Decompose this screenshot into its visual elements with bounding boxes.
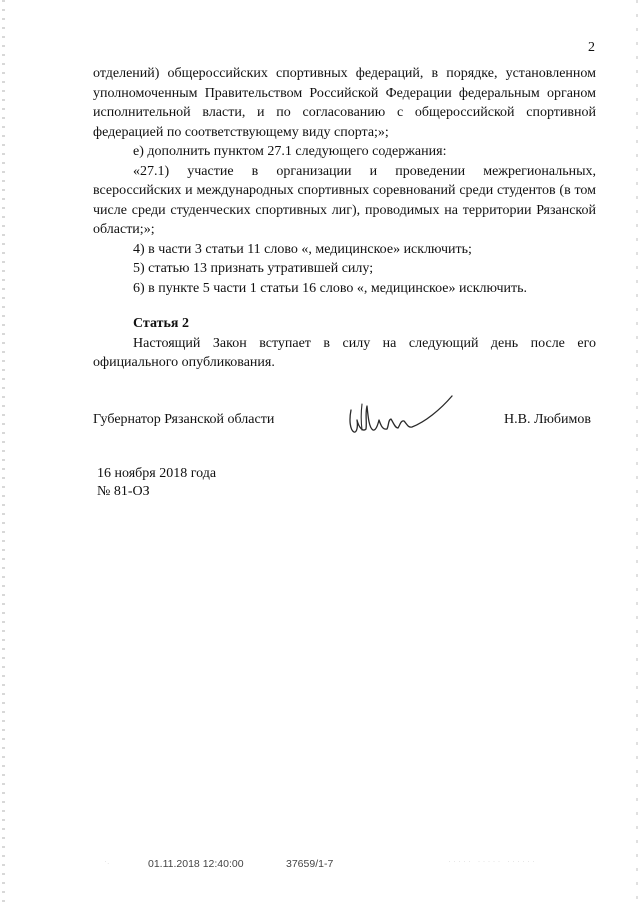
scan-noise-right: ····· ····· ······ xyxy=(448,856,537,866)
paragraph-item-27-1: «27.1) участие в организации и проведении межрегиональных, всероссийских и международных спортивных соревнований среди студентов (в том числе среди студенческих спортивных лиг), проводимых на территории Рязанской области;»; xyxy=(93,163,596,237)
law-number: № 81-ОЗ xyxy=(97,484,150,499)
law-date: 16 ноября 2018 года xyxy=(97,466,217,481)
paragraph-item-4: 4) в части 3 статьи 11 слово «, медицинское» исключить; xyxy=(133,241,472,257)
page-number: 2 xyxy=(588,40,595,55)
paragraph-continuation: отделений) общероссийских спортивных федераций, в порядке, установленном уполномоченным Правительством Российской Федерации федеральным органом исполнительной власти, и по согласованию с общероссийской спортивной федерацией по соответствующему виду спорта;»; xyxy=(93,66,596,140)
scan-edge-left xyxy=(2,0,5,905)
handwritten-signature xyxy=(345,392,457,438)
paragraph-item-6: 6) в пункте 5 части 1 статьи 16 слово «, медицинское» исключить. xyxy=(133,280,527,296)
signatory-name: Н.В. Любимов xyxy=(504,412,591,427)
article-2-heading: Статья 2 xyxy=(133,316,189,331)
article-2-text: Настоящий Закон вступает в силу на следующий день после его официального опубликования. xyxy=(93,335,596,370)
paragraph-item-5: 5) статью 13 признать утратившей силу; xyxy=(133,261,374,276)
scan-noise: ·. xyxy=(104,856,110,866)
footer-timestamp: 01.11.2018 12:40:00 xyxy=(148,858,244,870)
signatory-title: Губернатор Рязанской области xyxy=(93,412,275,427)
scan-edge-right xyxy=(636,0,638,905)
footer-document-id: 37659/1-7 xyxy=(286,858,334,870)
document-body xyxy=(93,64,596,373)
paragraph-item-e: е) дополнить пунктом 27.1 следующего содержания: xyxy=(133,144,447,159)
